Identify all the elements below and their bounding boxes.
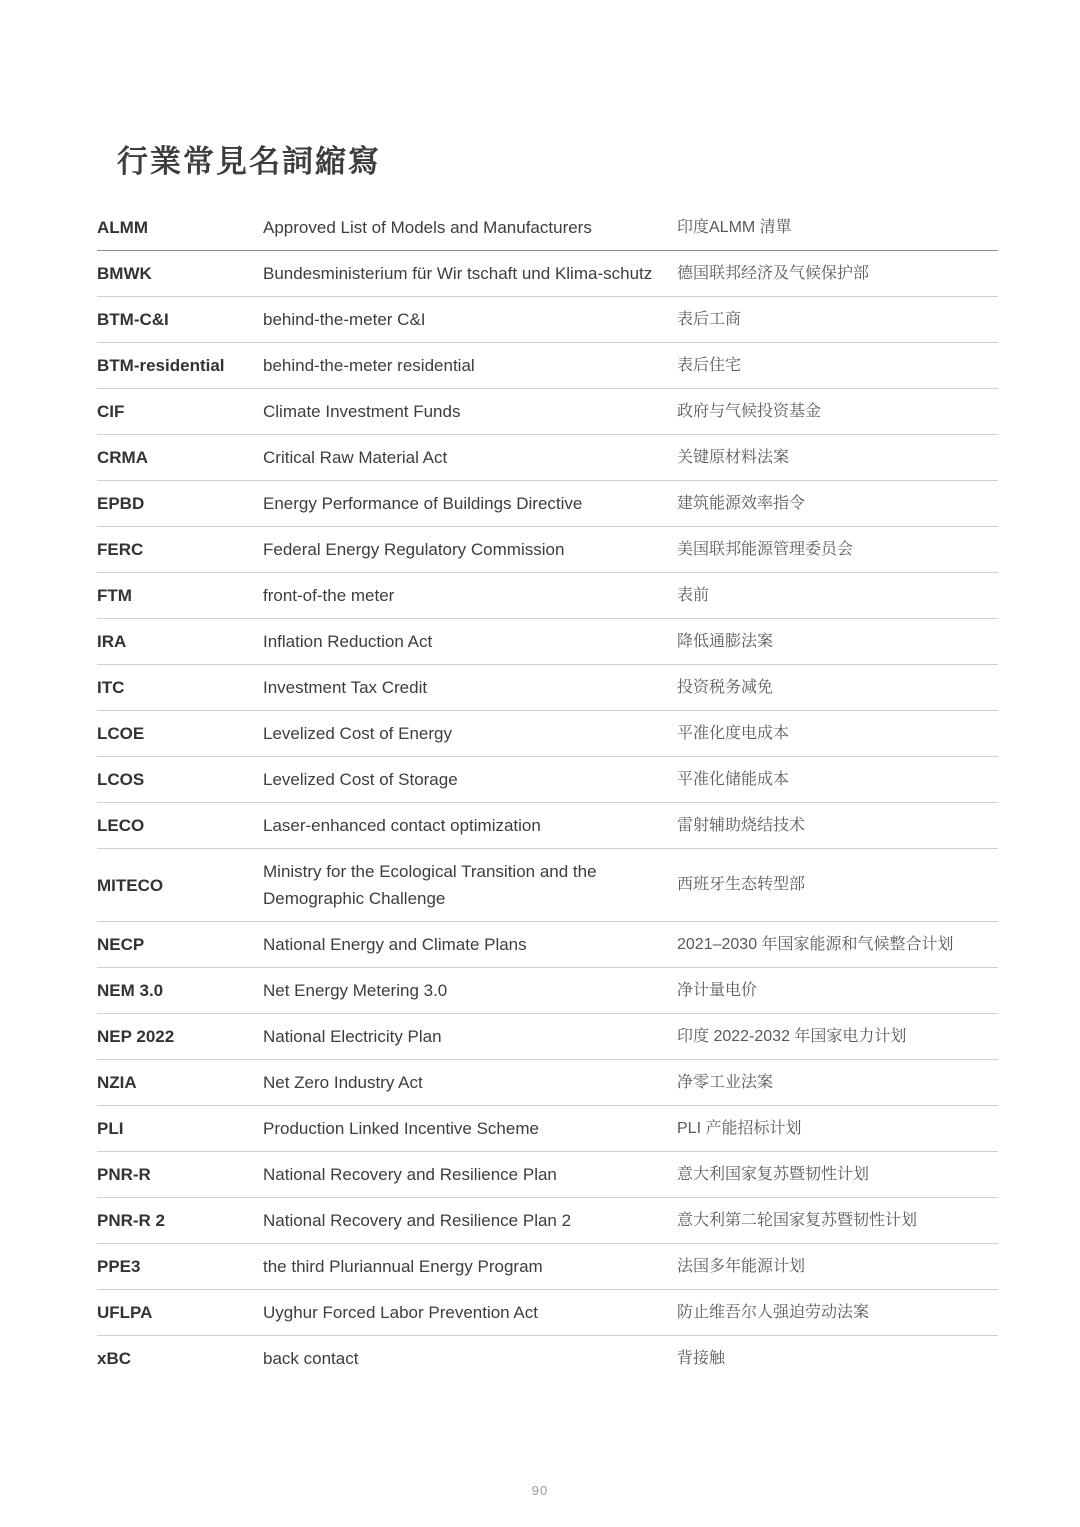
table-row [97, 1060, 998, 1106]
chinese-name-cell: 表前 [677, 586, 710, 604]
table-row [97, 251, 998, 297]
chinese-name-cell: 表后住宅 [677, 356, 742, 374]
table-row [97, 665, 998, 711]
table-row [97, 573, 998, 619]
english-name-cell: the third Pluriannual Energy Program [263, 1257, 543, 1276]
table-row [97, 481, 998, 527]
abbreviation-cell: PNR-R [97, 1165, 151, 1184]
english-name-cell: Inflation Reduction Act [263, 632, 433, 651]
table-row [97, 849, 998, 922]
abbreviation-cell: NEM 3.0 [97, 981, 164, 1000]
english-name-cell: National Recovery and Resilience Plan 2 [263, 1211, 572, 1230]
english-name-cell: Net Zero Industry Act [263, 1073, 423, 1092]
chinese-name-cell: 表后工商 [677, 310, 742, 328]
chinese-name-cell: 法国多年能源计划 [677, 1257, 806, 1275]
table-row [97, 757, 998, 803]
table-row [97, 1014, 998, 1060]
abbreviation-cell: CRMA [97, 448, 148, 467]
abbreviation-cell: NECP [97, 935, 145, 954]
table-row [97, 1106, 998, 1152]
abbreviation-cell: NZIA [97, 1073, 137, 1092]
chinese-name-cell: PLI 产能招标计划 [677, 1119, 802, 1137]
page-number: 90 [531, 1483, 549, 1498]
abbreviation-cell: BTM-residential [97, 356, 225, 375]
english-name-cell: Levelized Cost of Energy [263, 724, 452, 743]
abbreviation-cell: ITC [97, 678, 125, 697]
abbreviation-cell: xBC [97, 1349, 132, 1368]
english-name-cell: Energy Performance of Buildings Directive [263, 494, 583, 513]
english-name-cell: National Recovery and Resilience Plan [263, 1165, 557, 1184]
table-row [97, 1290, 998, 1336]
english-name-cell: Bundesministerium für Wir tschaft und Klima-schutz [263, 264, 653, 283]
table-row [97, 435, 998, 481]
abbreviation-cell: FTM [97, 586, 132, 605]
english-name-cell: back contact [263, 1349, 359, 1368]
chinese-name-cell: 政府与气候投资基金 [677, 402, 822, 420]
english-name-cell: Investment Tax Credit [263, 678, 428, 697]
abbreviation-cell: PLI [97, 1119, 124, 1138]
table-row [97, 711, 998, 757]
page-title: 行業常見名詞縮寫 [117, 143, 381, 179]
chinese-name-cell: 平准化度电成本 [677, 724, 790, 742]
english-name-cell: Approved List of Models and Manufacturers [263, 218, 592, 237]
table-row [97, 968, 998, 1014]
table-row [97, 297, 998, 343]
table-row [97, 1152, 998, 1198]
abbreviation-cell: NEP 2022 [97, 1027, 175, 1046]
abbreviation-cell: CIF [97, 402, 125, 421]
english-name-cell: National Electricity Plan [263, 1027, 442, 1046]
chinese-name-cell: 投资税务减免 [677, 678, 774, 696]
english-name-cell: front-of-the meter [263, 586, 395, 605]
table-row [97, 343, 998, 389]
abbreviation-cell: LCOE [97, 724, 145, 743]
chinese-name-cell: 防止维吾尔人强迫劳动法案 [677, 1303, 870, 1321]
abbreviation-cell: EPBD [97, 494, 145, 513]
english-name-cell: Uyghur Forced Labor Prevention Act [263, 1303, 538, 1322]
abbreviation-cell: BMWK [97, 264, 152, 283]
chinese-name-cell: 印度 2022-2032 年国家电力计划 [677, 1027, 907, 1045]
english-name-cell: Net Energy Metering 3.0 [263, 981, 448, 1000]
chinese-name-cell: 印度ALMM 清單 [677, 218, 792, 236]
table-row [97, 205, 998, 251]
chinese-name-cell: 2021–2030 年国家能源和气候整合计划 [677, 935, 954, 953]
table-row [97, 922, 998, 968]
table-row [97, 803, 998, 849]
english-name-cell: Climate Investment Funds [263, 402, 461, 421]
chinese-name-cell: 美国联邦能源管理委员会 [677, 540, 854, 558]
abbreviation-cell: BTM-C&I [97, 310, 169, 329]
table-row [97, 1244, 998, 1290]
english-name-cell: Levelized Cost of Storage [263, 770, 458, 789]
chinese-name-cell: 平准化储能成本 [677, 770, 790, 788]
english-name-cell: Laser-enhanced contact optimization [263, 816, 541, 835]
table-row [97, 1198, 998, 1244]
chinese-name-cell: 关键原材料法案 [677, 448, 790, 466]
table-row [97, 527, 998, 573]
english-name-cell: Critical Raw Material Act [263, 448, 448, 467]
abbreviation-cell: ALMM [97, 218, 148, 237]
abbreviation-cell: MITECO [97, 875, 164, 895]
english-name-cell: Federal Energy Regulatory Commission [263, 540, 565, 559]
abbreviation-cell: LECO [97, 816, 145, 835]
english-name-cell: National Energy and Climate Plans [263, 935, 527, 954]
chinese-name-cell: 建筑能源效率指令 [677, 494, 806, 512]
chinese-name-cell: 德国联邦经济及气候保护部 [677, 264, 870, 282]
chinese-name-cell: 降低通膨法案 [677, 632, 774, 650]
chinese-name-cell: 净计量电价 [677, 981, 758, 999]
abbreviation-cell: UFLPA [97, 1303, 153, 1322]
english-name-cell: Production Linked Incentive Scheme [263, 1119, 539, 1138]
table-row [97, 389, 998, 435]
abbreviation-cell: FERC [97, 540, 144, 559]
glossary-table [97, 205, 998, 1381]
abbreviation-cell: LCOS [97, 770, 145, 789]
abbreviation-cell: PNR-R 2 [97, 1211, 166, 1230]
chinese-name-cell: 净零工业法案 [677, 1073, 774, 1091]
table-row [97, 619, 998, 665]
chinese-name-cell: 雷射辅助烧结技术 [677, 816, 806, 834]
english-name-cell: behind-the-meter residential [263, 356, 475, 375]
english-name-cell: behind-the-meter C&I [263, 310, 426, 329]
abbreviation-cell: PPE3 [97, 1257, 141, 1276]
table-row [97, 1336, 998, 1381]
chinese-name-cell: 意大利第二轮国家复苏暨韧性计划 [677, 1211, 918, 1229]
english-name-cell: Ministry for the Ecological Transition and the Demographic Challenge [263, 862, 597, 908]
chinese-name-cell: 意大利国家复苏暨韧性计划 [677, 1165, 870, 1183]
chinese-name-cell: 背接触 [677, 1349, 726, 1367]
chinese-name-cell: 西班牙生态转型部 [677, 876, 806, 893]
abbreviation-cell: IRA [97, 632, 127, 651]
